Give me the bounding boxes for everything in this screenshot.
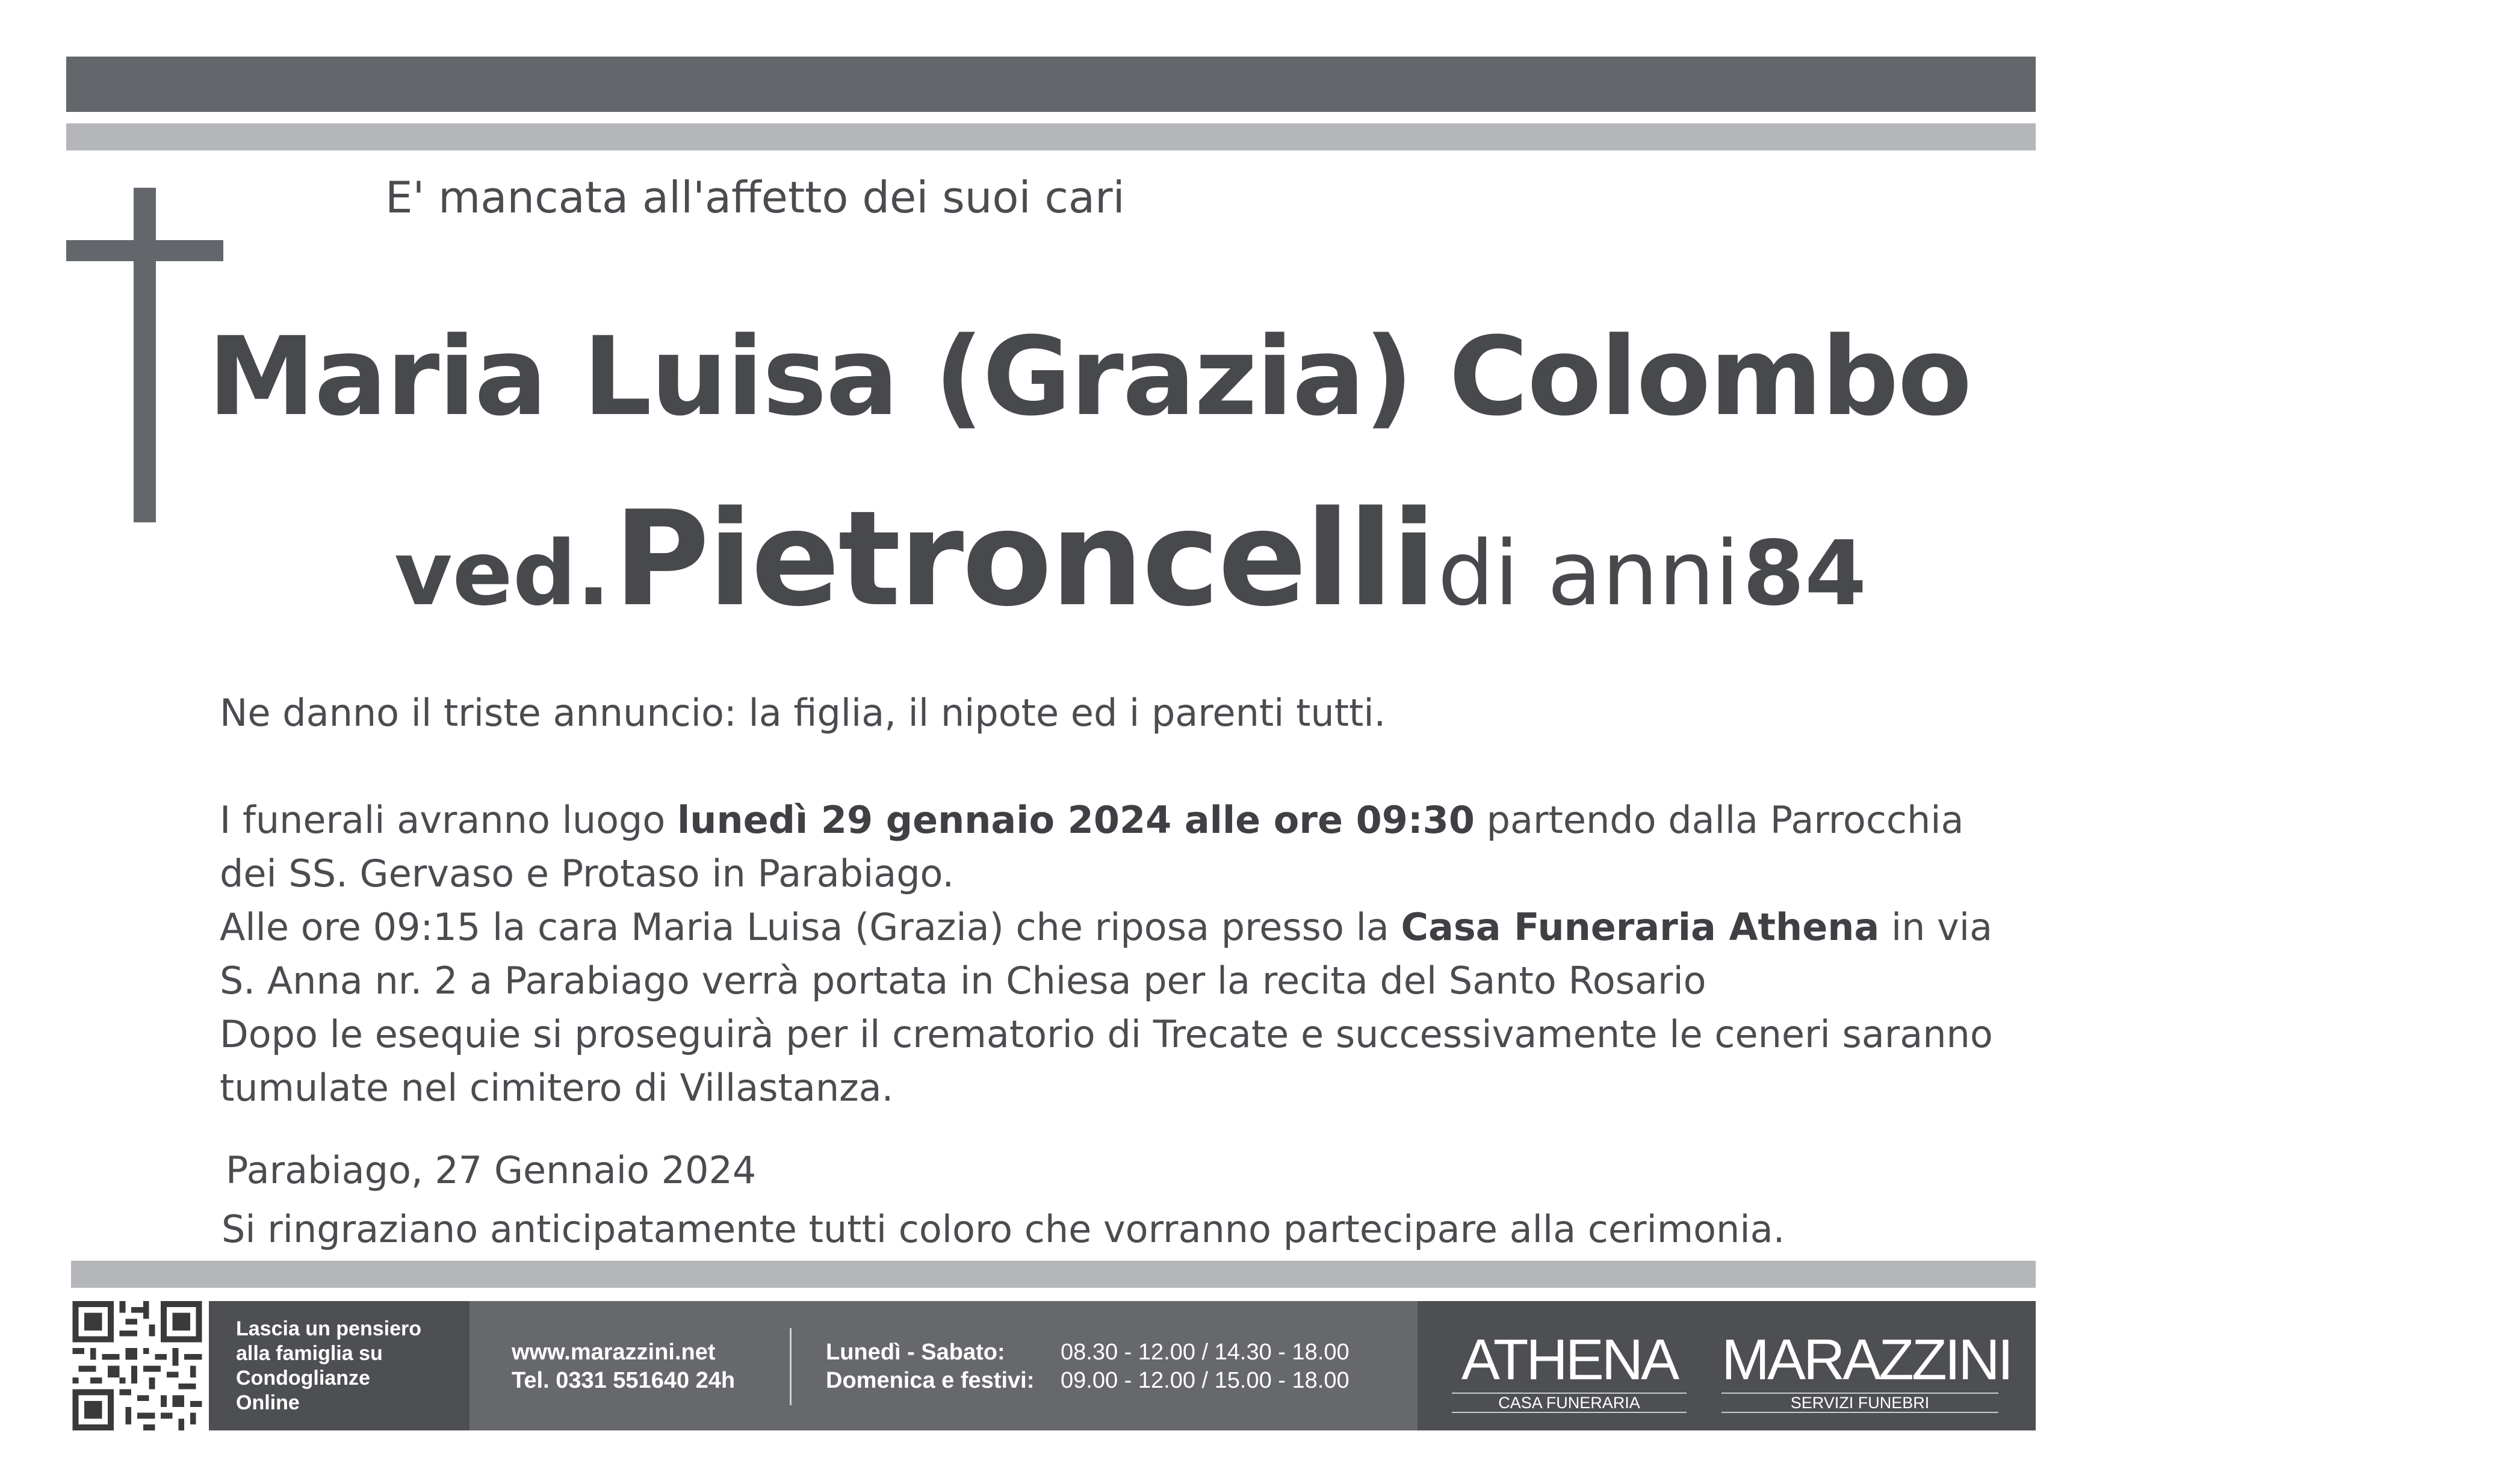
deceased-name: Maria Luisa (Grazia) Colombo — [208, 314, 1971, 440]
logos-panel — [1418, 1301, 2036, 1430]
funeral-line-2: dei SS. Gervaso e Protaso in Parabiago. — [220, 852, 955, 895]
website-link[interactable]: www.marazzini.net — [512, 1340, 716, 1365]
funeral-home-name: Casa Funeraria Athena — [1401, 905, 1880, 949]
hours-row: Domenica e festivi: 09.00 - 12.00 / 15.00 - 18.00 — [826, 1368, 1350, 1393]
hours-row: Lunedì - Sabato: 08.30 - 12.00 / 14.30 - 18.00 — [826, 1340, 1350, 1365]
funeral-line-3: Alle ore 09:15 la cara Maria Luisa (Grazia) che riposa presso la Casa Funeraria Athena in via — [220, 905, 1993, 949]
widow-prefix: ved. — [394, 522, 611, 625]
condolences-text: Lascia un pensiero alla famiglia su Condoglianze Online — [236, 1317, 421, 1414]
funeral-line-4: S. Anna nr. 2 a Parabiago verrà portata in Chiesa per la recita del Santo Rosario — [220, 959, 1706, 1003]
contact-info — [512, 1338, 735, 1395]
marazzini-logo: MARAZZINI SERVIZI FUNEBRI — [1721, 1328, 2012, 1412]
vertical-divider — [790, 1328, 792, 1405]
funeral-date: lunedì 29 gennaio 2024 alle ore 09:30 — [677, 798, 1475, 842]
footer-separator-bar — [71, 1261, 2036, 1288]
married-name: Pietroncelli — [613, 483, 1435, 635]
opening-hours — [826, 1338, 1350, 1395]
athena-logo: ATHENA CASA FUNERARIA — [1452, 1331, 1687, 1413]
condolences-panel — [209, 1301, 469, 1430]
age-prefix: di anni — [1437, 522, 1740, 625]
funeral-line-1: I funerali avranno luogo lunedì 29 gennaio 2024 alle ore 09:30 partendo dalla Parrocchia — [220, 798, 1964, 842]
thanks-text: Si ringraziano anticipatamente tutti coloro che vorranno partecipare alla cerimonia. — [222, 1207, 1785, 1251]
phone-number[interactable]: Tel. 0331 551640 24h — [512, 1368, 736, 1393]
funeral-line-6: tumulate nel cimitero di Villastanza. — [220, 1066, 894, 1110]
contact-panel — [469, 1301, 1418, 1430]
qr-code[interactable] — [71, 1301, 203, 1430]
title-line-2 — [394, 483, 1867, 667]
top-light-bar — [66, 123, 2036, 150]
top-dark-bar — [66, 57, 2036, 112]
intro-text: E' mancata all'affetto dei suoi cari — [385, 172, 1125, 223]
place-date: Parabiago, 27 Gennaio 2024 — [226, 1148, 757, 1192]
age-value: 84 — [1743, 522, 1867, 625]
funeral-details — [220, 793, 1993, 1115]
announcement-text: Ne danno il triste annuncio: la figlia, il nipote ed i parenti tutti. — [220, 691, 1386, 735]
funeral-line-5: Dopo le esequie si proseguirà per il crematorio di Trecate e successivamente le ceneri saranno — [220, 1012, 1993, 1056]
